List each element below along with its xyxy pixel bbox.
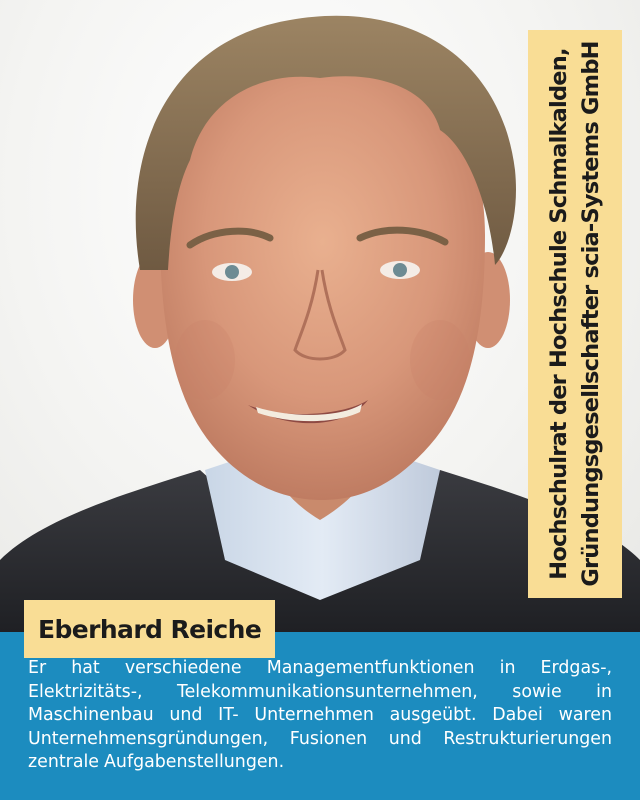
bio-line: Unternehmensgründungen, Fusionen und Restrukturierungen: [28, 728, 612, 749]
name-badge: [24, 600, 275, 658]
person-name: Eberhard Reiche: [38, 614, 262, 644]
affiliation-text: [543, 34, 607, 594]
bio-text: [28, 657, 612, 775]
affiliation-line-2: Gründungsgesellschafter scia-Systems GmbH: [578, 41, 604, 587]
bio-line: zentrale Aufgabenstellungen.: [28, 752, 285, 772]
bio-line: Maschinenbau und IT- Unternehmen ausgeübt. Dabei waren: [28, 705, 612, 725]
bio-line: Er hat verschiedene Managementfunktionen in Erdgas-,: [28, 658, 612, 678]
bio-line: Elektrizitäts-, Telekommunikationsunternehmen, sowie in: [28, 681, 612, 702]
affiliation-banner: [528, 30, 622, 598]
affiliation-line-1: Hochschulrat der Hochschule Schmalkalden,: [546, 48, 572, 580]
